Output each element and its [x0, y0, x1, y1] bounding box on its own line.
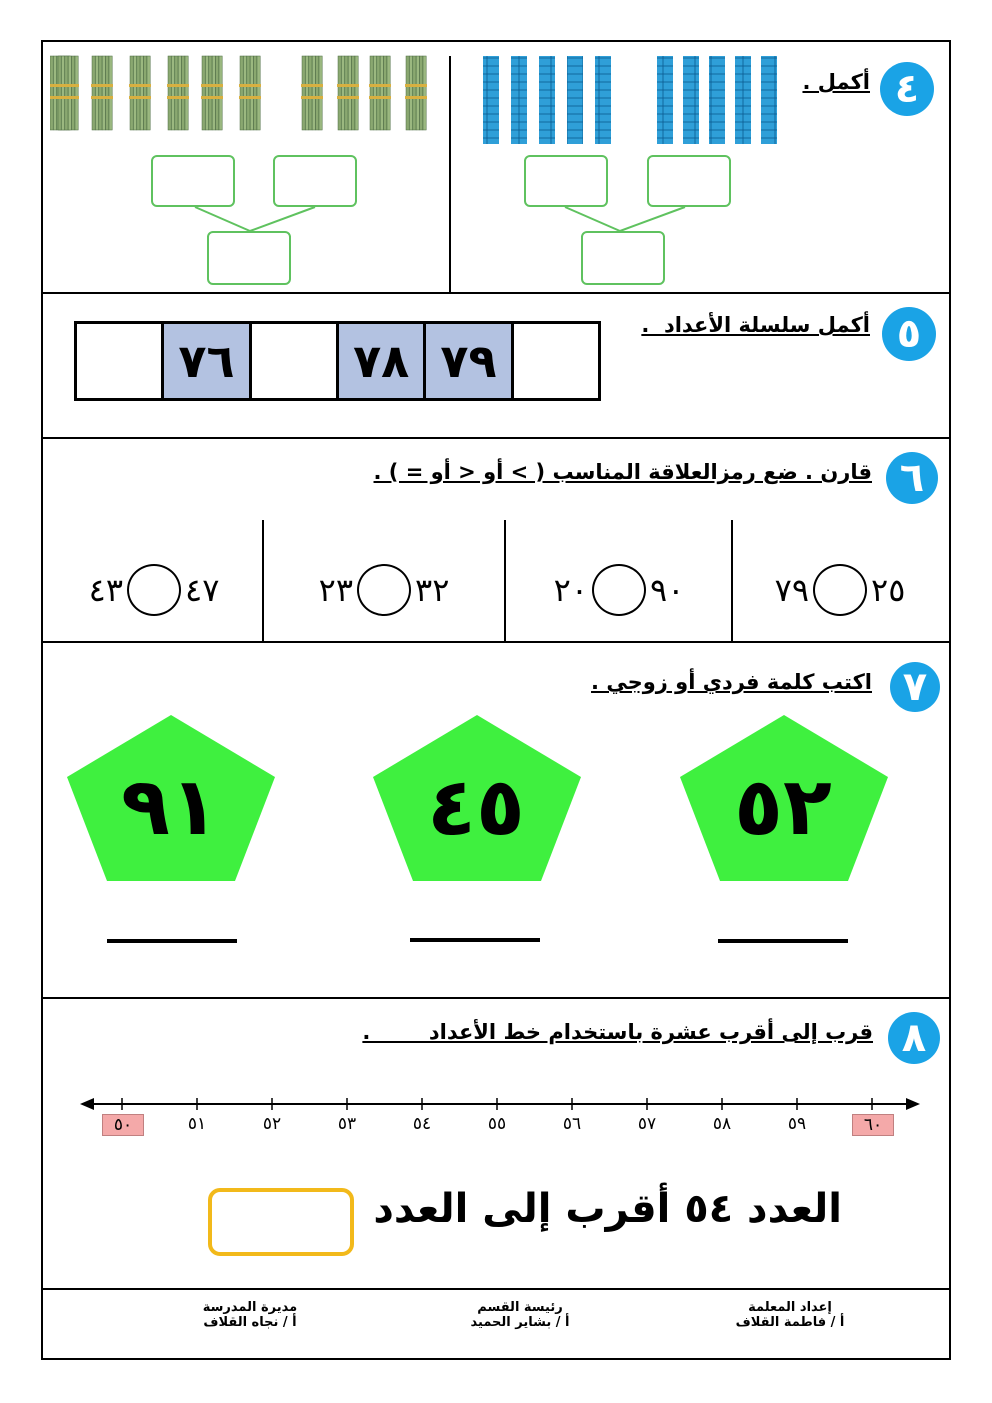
comparison-left-number: ٢٣: [318, 571, 353, 609]
tick-label: ٥٥: [487, 1114, 507, 1134]
question-title-6: قارن . ضع رمزالعلاقة المناسب ( > أو < أو = ) .: [373, 460, 872, 484]
sequence-cell[interactable]: [511, 324, 598, 398]
pentagon-number: ٤٥: [427, 760, 525, 853]
sequence-cell[interactable]: [249, 324, 336, 398]
question-title-5: أكمل سلسلة الأعداد .: [641, 313, 870, 337]
answer-box[interactable]: [151, 155, 235, 207]
comparison-right-number: ٩٠: [650, 571, 685, 609]
footer-role: مديرة المدرسة: [202, 1300, 298, 1315]
number-line: [80, 1094, 920, 1114]
divider: [731, 520, 733, 641]
tick-label: ٥٨: [712, 1114, 732, 1134]
comparison-left-number: ٢٠: [553, 571, 588, 609]
tick-label: ٥٤: [412, 1114, 432, 1134]
tick-label: ٥١: [187, 1114, 207, 1134]
question-title-4: أكمل .: [802, 70, 870, 94]
divider: [449, 56, 451, 292]
footer-role: رئيسة القسم: [477, 1300, 563, 1315]
tick-label: ٥٧: [637, 1114, 657, 1134]
footer-teacher: [690, 1300, 890, 1330]
comparison-pair: [510, 560, 728, 620]
comparison-circle[interactable]: [357, 564, 411, 616]
footer-name: أ / فاطمة القلاف: [735, 1315, 845, 1330]
answer-box-total[interactable]: [207, 231, 291, 285]
answer-box[interactable]: [647, 155, 731, 207]
divider: [41, 292, 951, 294]
comparison-right-number: ٣٢: [415, 571, 450, 609]
answer-box-total[interactable]: [581, 231, 665, 285]
question-number-5: ٥: [882, 307, 936, 361]
divider: [41, 997, 951, 999]
cube-rods-left: [483, 56, 611, 144]
arrow-left-icon: [80, 1098, 94, 1110]
tick-label: ٥٣: [337, 1114, 357, 1134]
tick-label: ٦٠: [852, 1114, 894, 1136]
sequence-cell: ٧٦: [161, 324, 248, 398]
answer-box[interactable]: [273, 155, 357, 207]
sequence-cell: ٧٩: [423, 324, 510, 398]
tick-label: ٥٠: [102, 1114, 144, 1136]
cube-rods-right: [657, 56, 777, 144]
comparison-pair: [48, 560, 260, 620]
comparison-left-number: ٤٣: [88, 571, 123, 609]
comparison-pair: [266, 560, 502, 620]
divider: [262, 520, 264, 641]
question-title-8: قرب إلى أقرب عشرة باستخدام خط الأعداد .: [362, 1020, 873, 1044]
comparison-left-number: ٧٩: [774, 571, 809, 609]
comparison-pair: [735, 560, 945, 620]
tick-label: ٥٢: [262, 1114, 282, 1134]
sequence-cell[interactable]: [77, 324, 161, 398]
comparison-right-number: ٢٥: [871, 571, 906, 609]
footer-principal: [150, 1300, 350, 1330]
pentagon-number: ٥٢: [734, 760, 832, 853]
pentagon-number: ٩١: [121, 760, 219, 853]
question-number-8: ٨: [888, 1012, 940, 1064]
question-number-4: ٤: [880, 62, 934, 116]
question-number-6: ٦: [886, 452, 938, 504]
answer-box[interactable]: [524, 155, 608, 207]
divider: [41, 641, 951, 643]
divider: [504, 520, 506, 641]
divider: [41, 437, 951, 439]
answer-line[interactable]: [410, 938, 540, 942]
divider: [41, 1288, 951, 1290]
footer-name: أ / بشاير الحميد: [470, 1315, 570, 1330]
comparison-circle[interactable]: [592, 564, 646, 616]
sequence-cell: ٧٨: [336, 324, 423, 398]
comparison-circle[interactable]: [813, 564, 867, 616]
answer-line[interactable]: [718, 939, 848, 943]
rounding-answer-box[interactable]: [208, 1188, 354, 1256]
footer-department-head: [420, 1300, 620, 1330]
tick-label: ٥٦: [562, 1114, 582, 1134]
tick-label: ٥٩: [787, 1114, 807, 1134]
comparison-circle[interactable]: [127, 564, 181, 616]
footer-role: إعداد المعلمة: [748, 1300, 832, 1315]
rounding-sentence: العدد ٥٤ أقرب إلى العدد: [373, 1186, 842, 1232]
footer-name: أ / نجاه القلاف: [203, 1315, 297, 1330]
arrow-right-icon: [906, 1098, 920, 1110]
answer-line[interactable]: [107, 939, 237, 943]
comparison-right-number: ٤٧: [185, 571, 220, 609]
question-number-7: ٧: [890, 662, 940, 712]
number-sequence: [74, 321, 601, 401]
question-title-7: اكتب كلمة فردي أو زوجي .: [591, 670, 872, 694]
